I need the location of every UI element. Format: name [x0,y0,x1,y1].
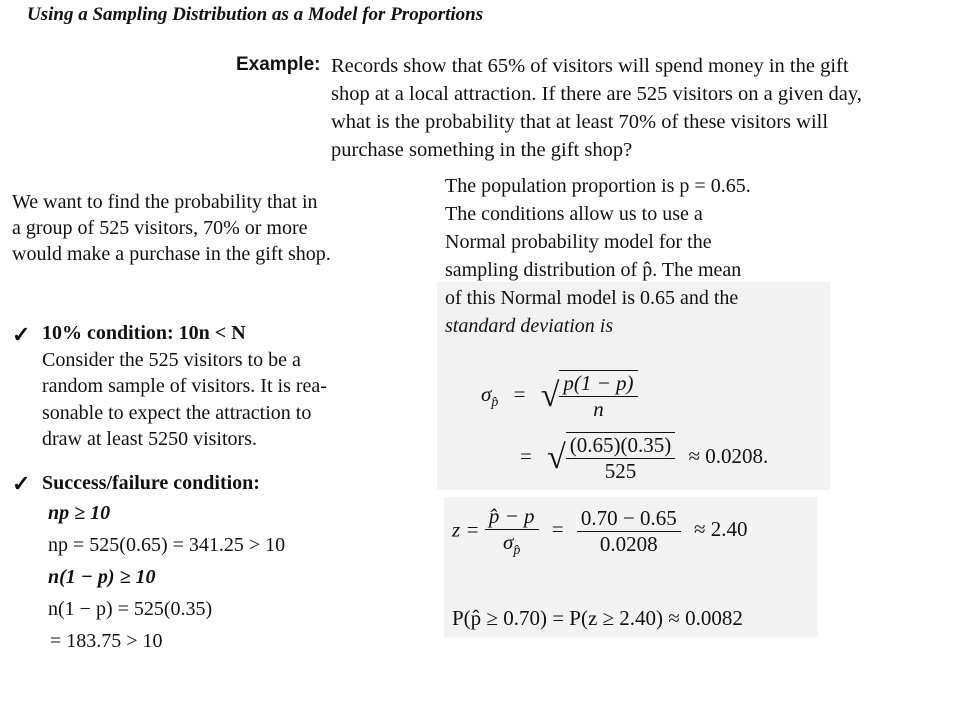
sigma-symbol: σ [481,381,492,406]
sigma-symbol: σ [503,530,514,554]
condition-line: n(1 − p) ≥ 10 [48,565,156,588]
condition-heading: 10% condition: 10n < N [42,322,246,344]
example-line: shop at a local attraction. If there are 525 visitors on a given day, [331,83,862,105]
explanation-line: The population proportion is p = 0.65. [445,175,751,197]
sigma-result: ≈ 0.0208. [688,443,769,468]
probability-result: P(p̂ ≥ 0.70) = P(z ≥ 2.40) ≈ 0.0082 [452,606,743,630]
success-failure-condition [42,470,285,657]
equals-sign: = [551,517,564,542]
explanation-line: Normal probability model for the [445,231,712,253]
explanation-line: sampling distribution of p̂. The mean [445,259,742,281]
fraction-numerator: 0.70 − 0.65 [577,506,681,532]
sqrt-icon: √ [540,377,560,414]
condition-line: sonable to expect the attraction to [42,401,312,424]
condition-line: np ≥ 10 [48,501,111,524]
example-line: Records show that 65% of visitors will spend money in the gift [331,55,849,77]
condition-line: = 183.75 > 10 [50,629,163,652]
explanation-line: of this Normal model is 0.65 and the [445,287,739,309]
example-line: what is the probability that at least 70% of these visitors will [331,111,829,133]
condition-line: np = 525(0.65) = 341.25 > 10 [48,533,286,556]
sqrt-icon: √ [547,439,566,476]
check-mark-icon: ✓ [12,322,31,347]
fraction-denominator: n [593,397,604,421]
fraction-numerator: p(1 − p) [559,371,637,397]
sigma-evaluation [520,432,768,484]
page-title: Using a Sampling Distribution as a Model for Proportions [27,4,484,25]
equals-sign: = [513,381,526,406]
equals-sign: = [520,443,532,468]
intro-line: We want to find the probability that in [12,191,318,213]
fraction-numerator: p̂ − p [485,504,539,530]
fraction-denominator: 0.0208 [599,532,658,557]
condition-line: n(1 − p) = 525(0.35) [48,597,213,620]
fraction-numerator: (0.65)(0.35) [566,433,675,459]
sigma-subscript: p̂ [513,543,521,559]
sqrt-fraction [559,370,637,422]
fraction-denominator: 525 [604,459,637,483]
explanation-line: The conditions allow us to use a [445,203,703,225]
check-mark-icon: ✓ [12,471,31,496]
explanation-line: standard deviation is [445,315,614,337]
z-value-fraction [577,506,681,557]
condition-line: random sample of visitors. It is rea- [42,375,327,397]
z-formula [452,504,747,559]
fraction-denominator [485,530,539,559]
z-fraction [485,504,539,559]
right-explanation [445,172,751,340]
example-text [331,52,941,164]
intro-line: would make a purchase in the gift shop. [12,243,331,265]
example-label: Example: [236,54,321,75]
z-lhs: z = [452,517,480,542]
sqrt-fraction [566,432,675,484]
intro-line: a group of 525 visitors, 70% or more [12,217,308,239]
condition-line: draw at least 5250 visitors. [42,428,257,450]
ten-percent-condition [42,320,327,453]
condition-line: Consider the 525 visitors to be a [42,348,301,371]
condition-heading: Success/failure condition: [42,472,260,494]
sigma-formula [481,370,638,422]
sigma-subscript: p̂ [491,395,499,410]
example-line: purchase something in the gift shop? [331,139,633,161]
left-intro [12,189,331,267]
z-result: ≈ 2.40 [693,517,748,542]
